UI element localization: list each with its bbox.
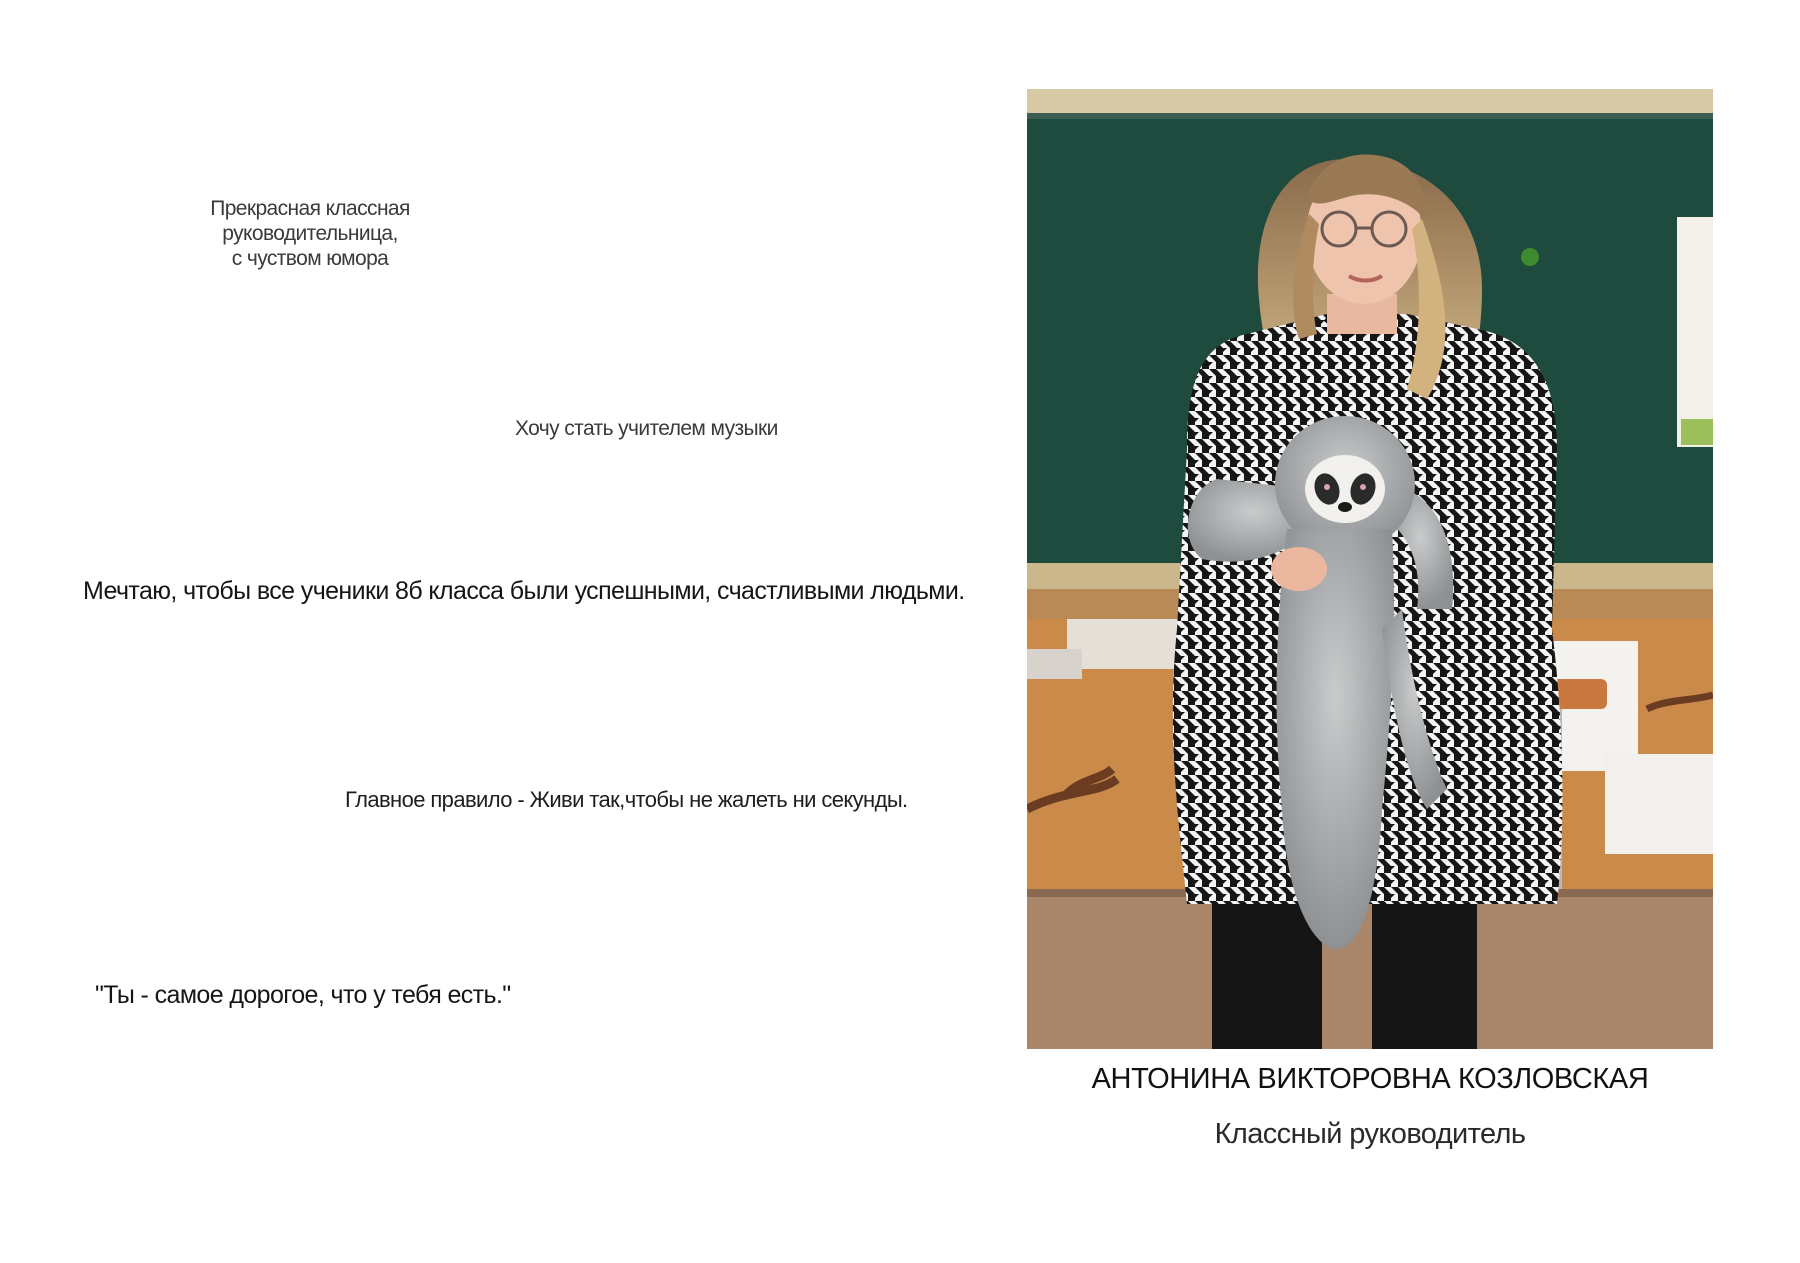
quote-wish: Хочу стать учителем музыки xyxy=(515,417,778,440)
teacher-portrait-photo xyxy=(1027,89,1713,1049)
quote-description-line2: с чуством юмора xyxy=(231,247,389,271)
hand xyxy=(1271,547,1327,591)
quote-motto: "Ты - самое дорогое, что у тебя есть." xyxy=(95,981,511,1009)
quote-description xyxy=(140,196,480,272)
quote-dream: Мечтаю, чтобы все ученики 8б класса были успешными, счастливыми людьми. xyxy=(83,577,965,605)
board-decoration xyxy=(1521,248,1539,266)
teacher-name: АНТОНИНА ВИКТОРОВНА КОЗЛОВСКАЯ xyxy=(1091,1063,1649,1095)
wall-molding xyxy=(1027,89,1713,117)
quote-main-rule: Главное правило - Живи так,чтобы не жалеть ни секунды. xyxy=(345,787,908,812)
floor xyxy=(1027,894,1713,1049)
quote-description-line1: Прекрасная классная руководительница, xyxy=(210,197,410,246)
teacher-role: Классный руководитель xyxy=(1214,1118,1526,1150)
wall-poster xyxy=(1677,217,1713,447)
